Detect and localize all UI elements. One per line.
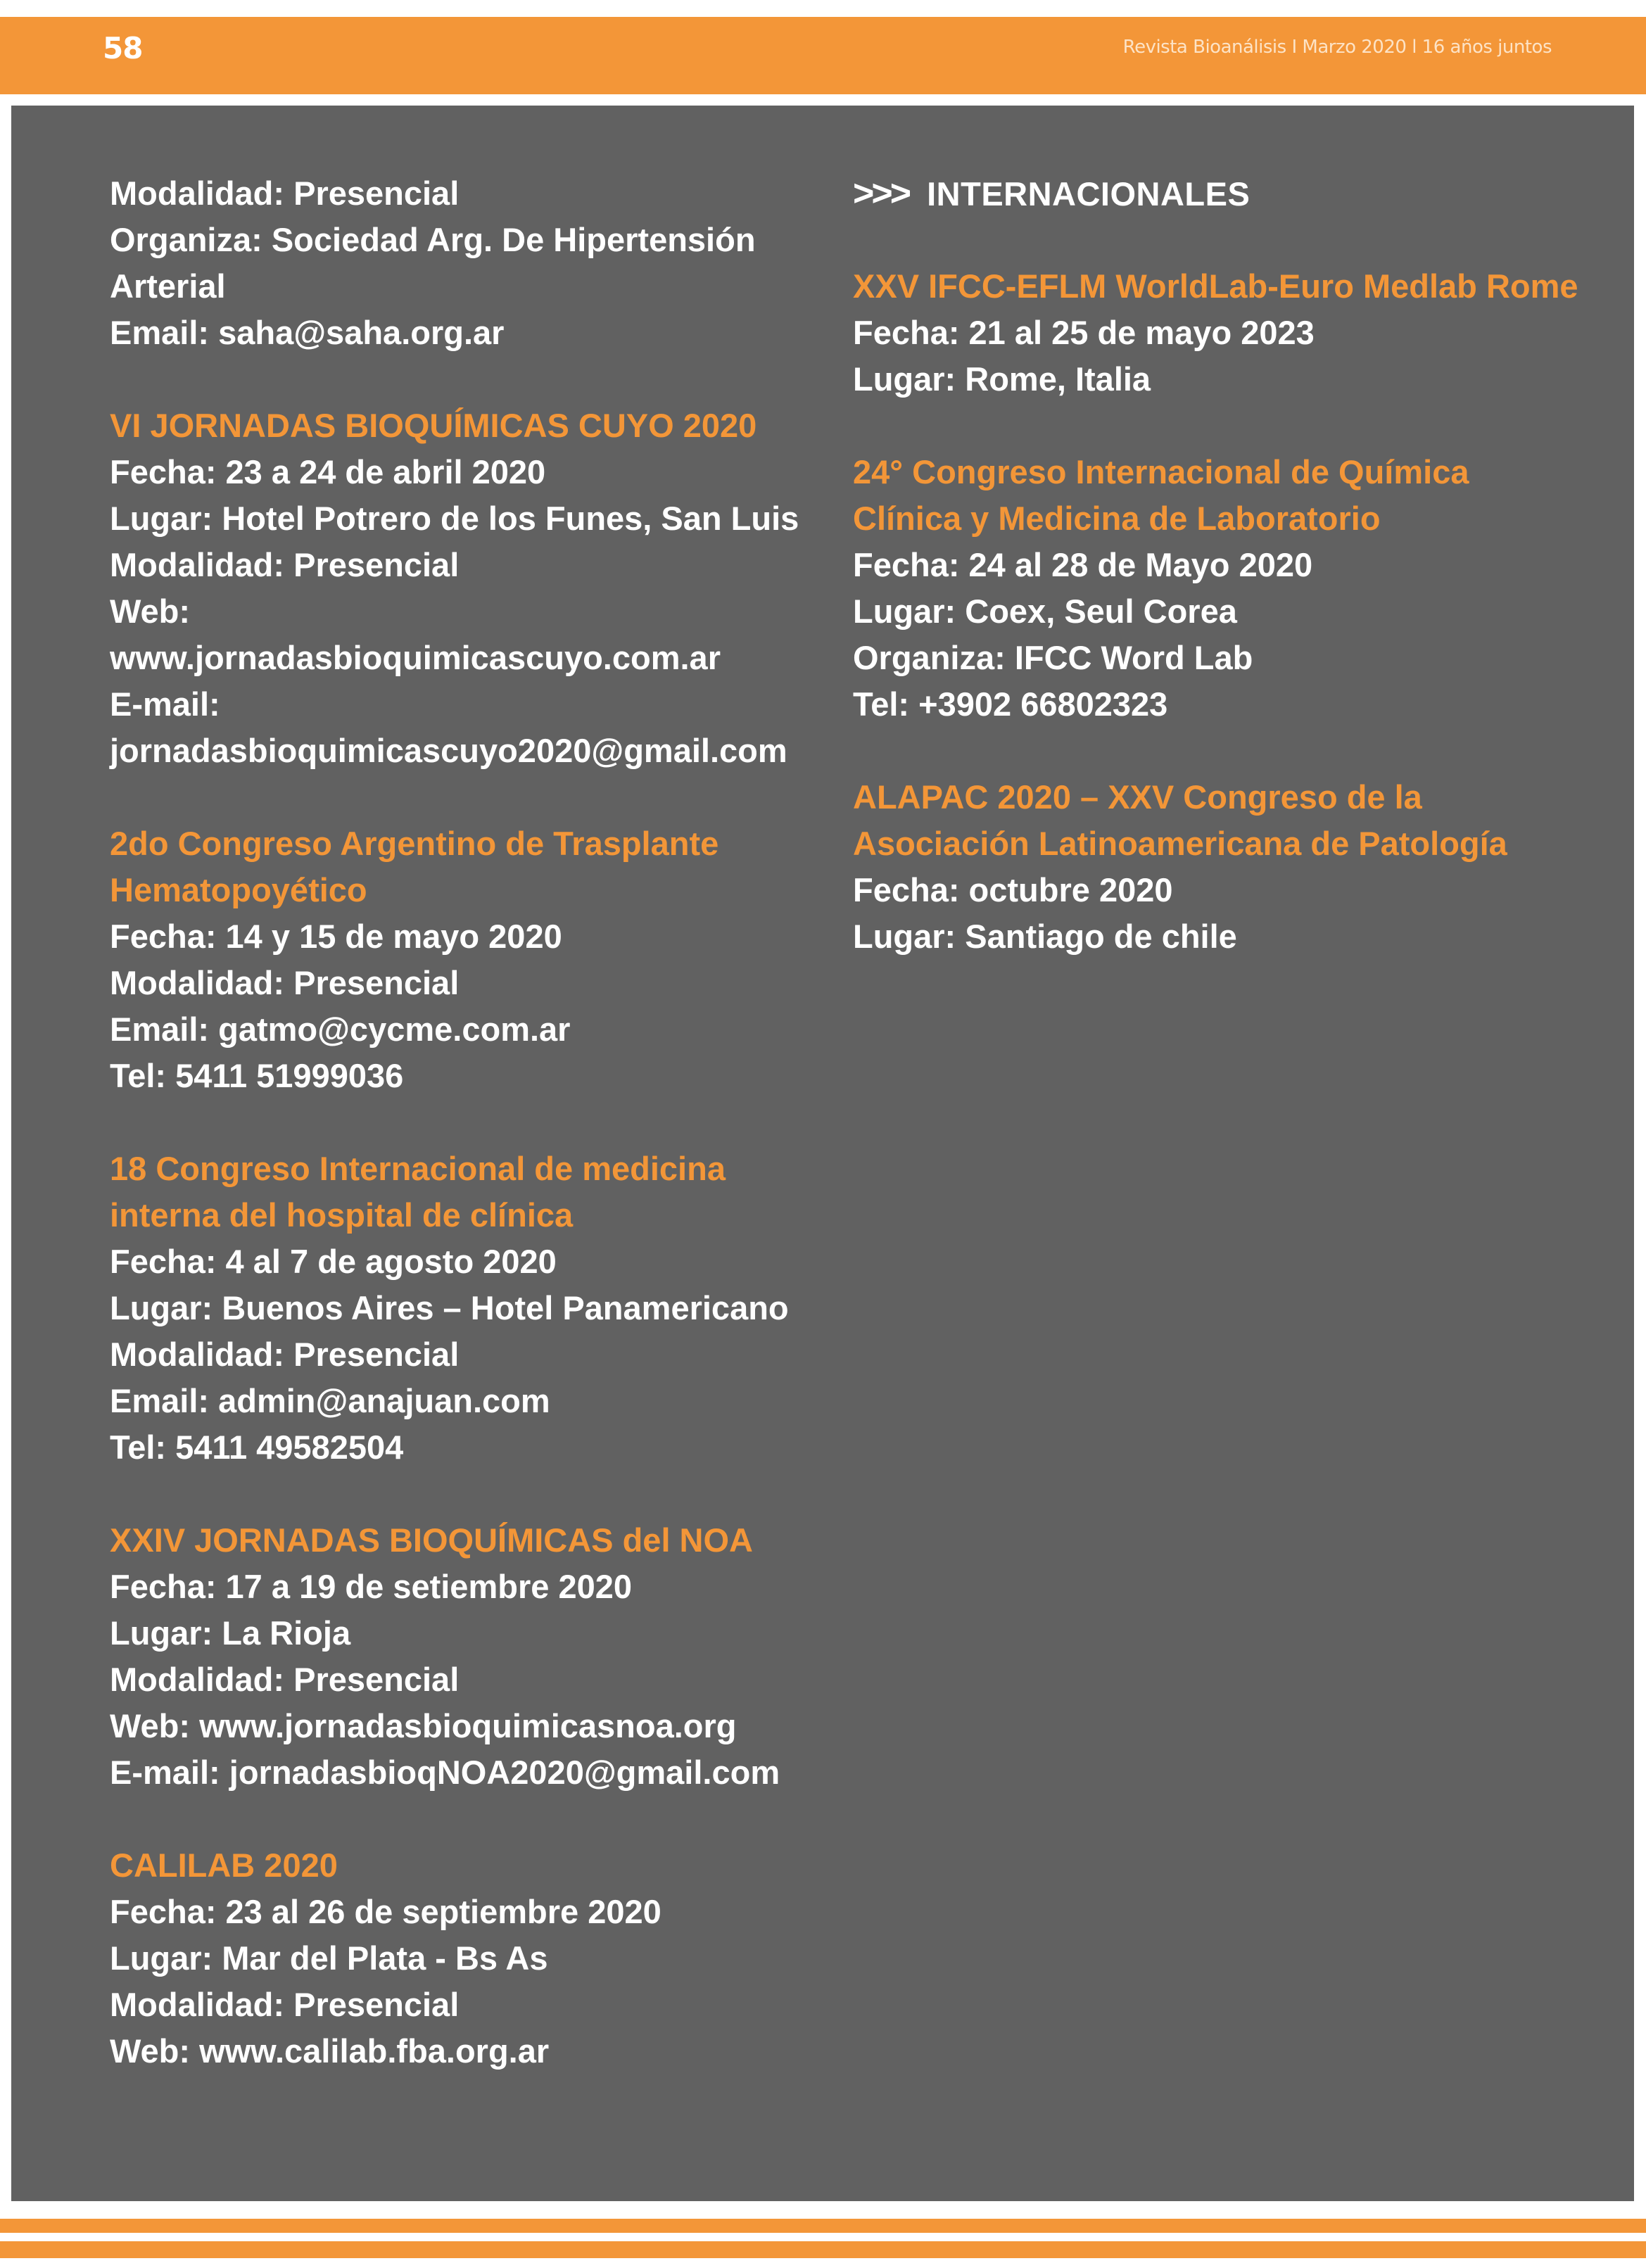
left-column bbox=[110, 170, 821, 2074]
event-detail: Lugar: Coex, Seul Corea bbox=[853, 593, 1237, 630]
event-detail: Web: bbox=[110, 593, 191, 630]
event-title: 18 Congreso Internacional de medicina bbox=[110, 1150, 726, 1187]
event-title: XXIV JORNADAS BIOQUÍMICAS del NOA bbox=[110, 1521, 753, 1559]
event-detail: Organiza: IFCC Word Lab bbox=[853, 639, 1253, 676]
event-detail: Tel: +3902 66802323 bbox=[853, 685, 1168, 723]
event-detail: Lugar: Buenos Aires – Hotel Panamericano bbox=[110, 1289, 789, 1326]
intro-block bbox=[110, 170, 821, 356]
event-block bbox=[853, 774, 1585, 960]
triple-chevron-icon: >>> bbox=[853, 173, 909, 214]
event-title: Clínica y Medicina de Laboratorio bbox=[853, 500, 1381, 537]
event-detail: Tel: 5411 51999036 bbox=[110, 1057, 404, 1094]
event-block bbox=[110, 1517, 821, 1796]
content-panel bbox=[11, 106, 1634, 2201]
event-block bbox=[110, 821, 821, 1099]
event-title: VI JORNADAS BIOQUÍMICAS CUYO 2020 bbox=[110, 407, 757, 444]
section-title: INTERNACIONALES bbox=[927, 175, 1251, 213]
event-title: 24° Congreso Internacional de Química bbox=[853, 453, 1469, 490]
event-email-link[interactable]: jornadasbioquimicascuyo2020@gmail.com bbox=[110, 732, 787, 769]
event-detail: Fecha: 4 al 7 de agosto 2020 bbox=[110, 1243, 557, 1280]
event-web-link[interactable]: www.jornadasbioquimicascuyo.com.ar bbox=[110, 639, 721, 676]
event-detail: Fecha: 23 a 24 de abril 2020 bbox=[110, 453, 546, 490]
event-title: 2do Congreso Argentino de Trasplante bbox=[110, 825, 719, 862]
event-detail: Modalidad: Presencial bbox=[110, 1336, 460, 1373]
event-email-link[interactable]: Email: admin@anajuan.com bbox=[110, 1382, 550, 1419]
event-detail: Fecha: 24 al 28 de Mayo 2020 bbox=[853, 546, 1313, 583]
event-detail: Fecha: 17 a 19 de setiembre 2020 bbox=[110, 1568, 632, 1605]
page-number: 58 bbox=[103, 31, 143, 65]
intro-line: Modalidad: Presencial bbox=[110, 175, 460, 212]
event-title: Hematopoyético bbox=[110, 871, 367, 908]
event-detail: Modalidad: Presencial bbox=[110, 546, 460, 583]
event-title: CALILAB 2020 bbox=[110, 1846, 338, 1884]
event-web-link[interactable]: Web: www.jornadasbioquimicasnoa.org bbox=[110, 1707, 737, 1744]
event-email-link[interactable]: E-mail: jornadasbioqNOA2020@gmail.com bbox=[110, 1754, 780, 1791]
intro-line: Arterial bbox=[110, 267, 226, 305]
event-email-link[interactable]: Email: gatmo@cycme.com.ar bbox=[110, 1011, 571, 1048]
event-detail: Lugar: Santiago de chile bbox=[853, 918, 1237, 955]
event-title: ALAPAC 2020 – XXV Congreso de la bbox=[853, 778, 1422, 816]
event-detail: Lugar: Hotel Potrero de los Funes, San Luis bbox=[110, 500, 799, 537]
event-title: XXV IFCC-EFLM WorldLab-Euro Medlab Rome bbox=[853, 267, 1578, 305]
event-detail: E-mail: bbox=[110, 685, 220, 723]
event-detail: Modalidad: Presencial bbox=[110, 964, 460, 1001]
footer-stripe-bottom bbox=[0, 2241, 1646, 2258]
publication-tagline: Revista Bioanálisis I Marzo 2020 l 16 años juntos bbox=[1122, 37, 1552, 58]
intro-line: Email: saha@saha.org.ar bbox=[110, 314, 505, 351]
right-column bbox=[853, 170, 1585, 960]
footer-stripe-top bbox=[0, 2219, 1646, 2233]
event-title: Asociación Latinoamericana de Patología bbox=[853, 825, 1507, 862]
intro-line: Organiza: Sociedad Arg. De Hipertensión bbox=[110, 221, 756, 258]
event-block bbox=[110, 1842, 821, 2074]
event-detail: Fecha: octubre 2020 bbox=[853, 871, 1173, 908]
event-detail: Modalidad: Presencial bbox=[110, 1661, 460, 1698]
event-detail: Lugar: Rome, Italia bbox=[853, 360, 1151, 398]
event-block bbox=[110, 1146, 821, 1471]
event-detail: Tel: 5411 49582504 bbox=[110, 1428, 404, 1466]
event-title: interna del hospital de clínica bbox=[110, 1196, 574, 1234]
event-web-link[interactable]: Web: www.calilab.fba.org.ar bbox=[110, 2032, 550, 2070]
event-detail: Fecha: 23 al 26 de septiembre 2020 bbox=[110, 1893, 661, 1930]
event-block bbox=[853, 263, 1585, 403]
section-heading bbox=[853, 170, 1585, 217]
event-detail: Fecha: 21 al 25 de mayo 2023 bbox=[853, 314, 1315, 351]
event-detail: Lugar: La Rioja bbox=[110, 1614, 351, 1652]
event-detail: Fecha: 14 y 15 de mayo 2020 bbox=[110, 918, 562, 955]
event-block bbox=[853, 449, 1585, 728]
event-block bbox=[110, 403, 821, 774]
event-detail: Lugar: Mar del Plata - Bs As bbox=[110, 1939, 548, 1977]
event-detail: Modalidad: Presencial bbox=[110, 1986, 460, 2023]
